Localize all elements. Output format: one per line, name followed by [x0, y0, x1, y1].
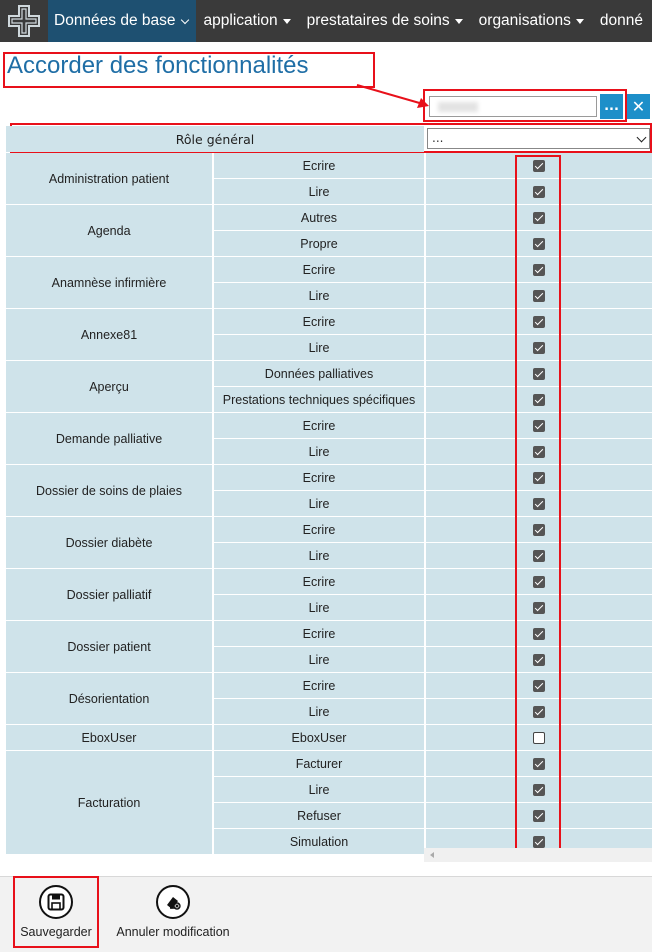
permission-label: Lire [214, 647, 424, 672]
permission-group: Administration patient [6, 153, 212, 204]
close-icon: ✕ [631, 97, 646, 116]
permission-label: Simulation [214, 829, 424, 854]
permission-label: Prestations techniques spécifiques [214, 387, 424, 412]
permission-group: Désorientation [6, 673, 212, 724]
page-title: Accorder des fonctionnalités [7, 52, 309, 79]
permission-label: Refuser [214, 803, 424, 828]
nav-prestataires-de-soins[interactable] [299, 0, 471, 42]
caret-down-icon [576, 19, 584, 24]
nav-application[interactable] [196, 0, 299, 42]
top-navbar [0, 0, 652, 42]
permission-label: Ecrire [214, 673, 424, 698]
permission-group: Aperçu [6, 361, 212, 412]
eraser-icon [156, 885, 190, 919]
nav-label: Données de base [54, 12, 176, 29]
caret-down-icon [283, 19, 291, 24]
nav-donnees-de-base[interactable] [48, 0, 196, 42]
permission-group: Dossier de soins de plaies [6, 465, 212, 516]
permission-label: Lire [214, 491, 424, 516]
permission-label: Lire [214, 179, 424, 204]
role-label [6, 126, 424, 152]
chevron-down-icon [180, 15, 188, 23]
save-label: Sauvegarder [20, 925, 92, 939]
nav-label: application [203, 12, 278, 29]
highlight-save-button [13, 876, 99, 948]
cancel-modification-button[interactable] [112, 885, 234, 939]
permission-label: Ecrire [214, 309, 424, 334]
permission-label: Ecrire [214, 517, 424, 542]
permission-label: Lire [214, 283, 424, 308]
permission-label: Propre [214, 231, 424, 256]
nav-label: donné [599, 12, 643, 29]
role-selected-value: ... [432, 131, 444, 145]
permission-label: EboxUser [214, 725, 424, 750]
permission-label: Ecrire [214, 465, 424, 490]
browse-user-button[interactable] [600, 94, 623, 119]
app-logo-icon[interactable] [0, 0, 48, 42]
permission-label: Lire [214, 439, 424, 464]
permission-group: Demande palliative [6, 413, 212, 464]
permission-label: Lire [214, 543, 424, 568]
clear-user-button[interactable] [627, 94, 650, 119]
user-input[interactable] [429, 96, 597, 117]
role-label-text: Rôle général [175, 131, 255, 147]
blurred-user-value [438, 102, 478, 112]
scroll-left-icon[interactable] [430, 852, 434, 858]
caret-down-icon [455, 19, 463, 24]
permission-group: EboxUser [6, 725, 212, 750]
role-select[interactable] [427, 128, 650, 149]
permission-label: Ecrire [214, 257, 424, 282]
nav-donnees[interactable] [592, 0, 643, 42]
permission-group: Anamnèse infirmière [6, 257, 212, 308]
cancel-label: Annuler modification [116, 925, 230, 939]
permission-label: Ecrire [214, 569, 424, 594]
permission-label: Lire [214, 777, 424, 802]
permission-group: Facturation [6, 751, 212, 854]
permission-label: Facturer [214, 751, 424, 776]
browse-label: ... [604, 99, 619, 114]
permission-group: Annexe81 [6, 309, 212, 360]
permission-label: Données palliatives [214, 361, 424, 386]
permission-label: Ecrire [214, 153, 424, 178]
permission-group: Agenda [6, 205, 212, 256]
highlight-title [3, 52, 375, 88]
permission-label: Ecrire [214, 413, 424, 438]
permission-group: Dossier palliatif [6, 569, 212, 620]
permission-group: Dossier diabète [6, 517, 212, 568]
highlight-checkbox-column [515, 155, 561, 854]
permission-label: Autres [214, 205, 424, 230]
permission-label: Ecrire [214, 621, 424, 646]
permission-label: Lire [214, 699, 424, 724]
permission-group: Dossier patient [6, 621, 212, 672]
chevron-down-icon [637, 133, 647, 143]
nav-label: prestataires de soins [306, 12, 450, 29]
permission-label: Lire [214, 335, 424, 360]
permission-label: Lire [214, 595, 424, 620]
horizontal-scrollbar[interactable] [424, 848, 652, 862]
nav-organisations[interactable] [471, 0, 592, 42]
nav-label: organisations [478, 12, 571, 29]
